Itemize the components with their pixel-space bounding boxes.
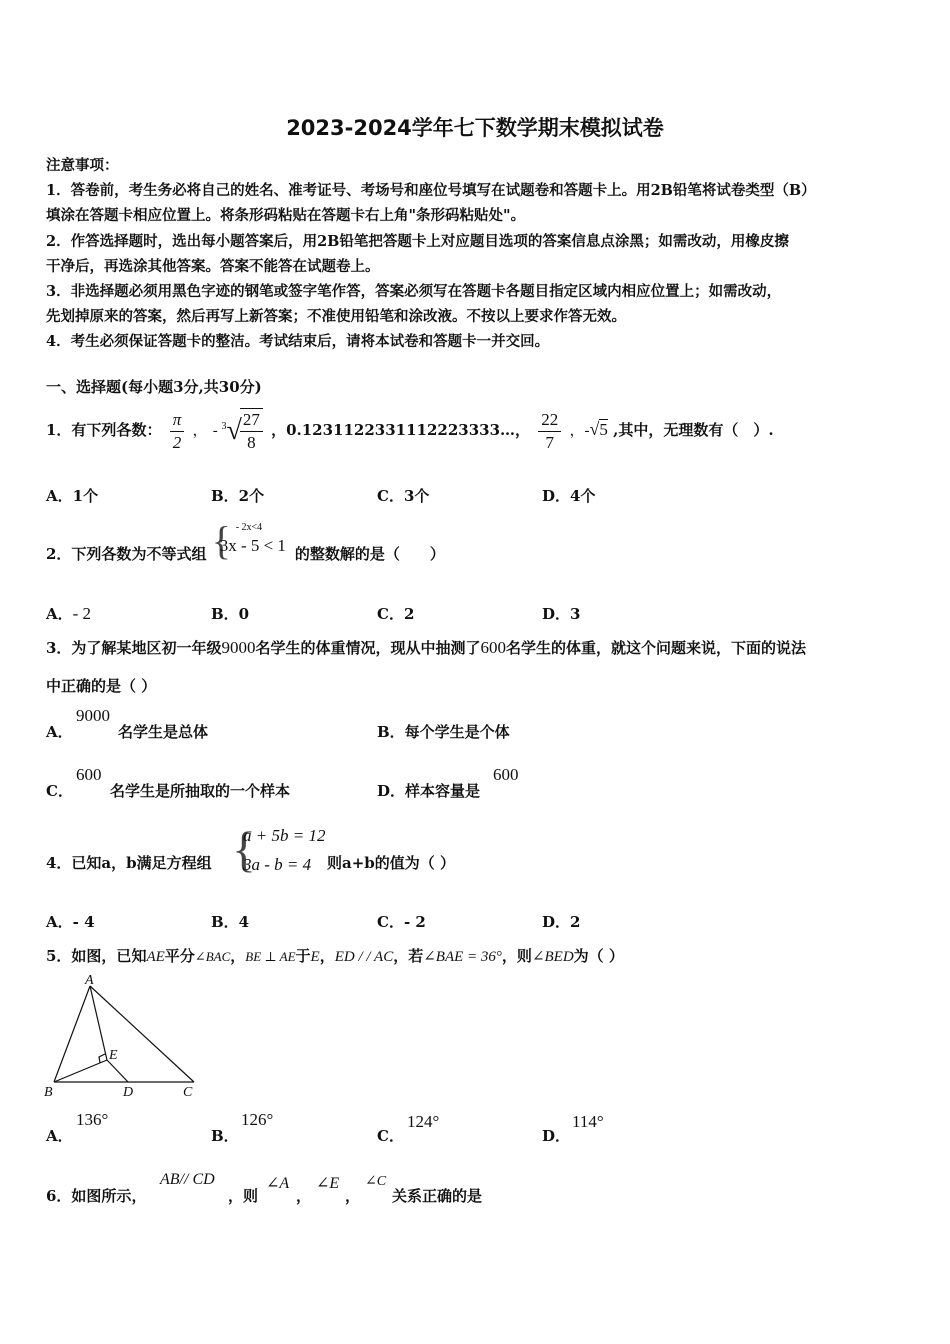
q5-option-b-value: 126° <box>241 1110 274 1129</box>
label-e: E <box>109 1048 118 1063</box>
q4-suffix: 则a+b的值为（ ） <box>327 854 455 872</box>
q6-text: 6．如图所示， <box>46 1187 147 1205</box>
inequality-system <box>211 518 290 565</box>
triangle-figure <box>42 972 202 1102</box>
sqrt-radicand: 5 <box>599 420 608 439</box>
root-index: 3 <box>221 421 227 432</box>
notes-line: 2．作答选择题时，选出每小题答案后，用2B铅笔把答题卡上对应题目选项的答案信息点涂黑；如需改动，用橡皮擦 <box>46 232 789 250</box>
q4-option-a[interactable]: A．- 4 <box>46 913 95 931</box>
q5-text: ， <box>319 947 335 965</box>
question-3-line-2: 中正确的是（ ） <box>46 677 157 695</box>
notes-line: 干净后，再选涂其他答案。答案不能答在试题卷上。 <box>46 257 380 275</box>
neg-sign: - <box>212 423 222 439</box>
q3-option-a-value: 9000 <box>76 706 110 725</box>
q6-text-4: ， <box>345 1187 361 1205</box>
radical-icon: √ <box>226 415 242 446</box>
q5-math: ED / / AC <box>334 949 394 965</box>
fraction-pi-over-2 <box>170 409 185 454</box>
q5-option-a-value: 136° <box>76 1110 109 1129</box>
q5-option-c[interactable]: C． <box>377 1127 404 1145</box>
q6-math-angle-a: ∠A <box>266 1175 290 1192</box>
q1-suffix: ,其中，无理数有（ ）. <box>613 421 774 439</box>
question-5 <box>46 945 624 966</box>
q1-option-b[interactable]: B．2个 <box>211 487 265 505</box>
sqrt-icon: √ <box>589 419 600 439</box>
q3-text: 名学生的体重情况，现从中抽测了 <box>255 639 481 657</box>
neg-sign: ，- <box>569 423 590 439</box>
q1-option-a[interactable]: A．1个 <box>46 487 99 505</box>
brace-icon: { <box>232 821 256 877</box>
q5-option-c-value: 124° <box>407 1112 440 1131</box>
q5-math: BE ⊥ AE <box>245 949 296 964</box>
label-c: C <box>183 1085 193 1100</box>
section-heading: 一、选择题(每小题3分,共30分) <box>46 378 262 396</box>
q1-mid: ，0.1231122331112223333…， <box>271 421 531 439</box>
segment-ac <box>90 986 194 1082</box>
q6-text-3: ， <box>296 1187 312 1205</box>
option-label: A． <box>46 605 73 623</box>
label-d: D <box>123 1085 134 1100</box>
q3-number: 9000 <box>221 638 256 657</box>
frac-num: 27 <box>240 409 263 432</box>
segment-ae <box>90 986 107 1060</box>
notes-line: 先划掉原来的答案，然后再写上新答案；不准使用铅笔和涂改液。不按以上要求作答无效。 <box>46 308 626 326</box>
q5-math: ∠BAE = 36° <box>423 949 502 965</box>
label-a: A <box>85 973 94 988</box>
frac-den: 7 <box>545 432 555 452</box>
segment-ab <box>54 986 90 1082</box>
fraction-22-over-7 <box>538 409 561 454</box>
q1-option-d[interactable]: D．4个 <box>542 487 596 505</box>
q5-option-a[interactable]: A． <box>46 1127 73 1145</box>
brace-icon: { <box>211 518 231 563</box>
q3-option-c[interactable] <box>46 780 73 801</box>
q3-option-b[interactable]: B．每个学生是个体 <box>377 723 510 741</box>
q5-option-b[interactable]: B． <box>211 1127 239 1145</box>
option-value: - 2 <box>72 604 92 623</box>
q3-text: 名学生的体重，就这个问题来说，下面的说法 <box>505 639 806 657</box>
q5-option-d-value: 114° <box>572 1112 604 1131</box>
q2-suffix: 的整数解的是（ ） <box>294 545 445 563</box>
frac-den: 2 <box>172 432 182 452</box>
page-title: 2023-2024学年七下数学期末模拟试卷 <box>286 116 664 140</box>
option-label: C． <box>46 782 73 800</box>
q4-option-c[interactable]: C．- 2 <box>377 913 426 931</box>
q2-option-c[interactable]: C．2 <box>377 605 415 623</box>
system-top: - 2x<4 <box>235 522 263 533</box>
q1-prefix: 1．有下列各数： <box>46 421 162 439</box>
fraction-27-over-8 <box>240 408 263 454</box>
q5-math: ∠BAC <box>194 949 231 964</box>
q3-number: 600 <box>480 638 506 657</box>
frac-num: 22 <box>538 409 561 432</box>
q3-text: 3．为了解某地区初一年级 <box>46 639 222 657</box>
notes-heading: 注意事项： <box>46 157 119 174</box>
question-4 <box>46 852 212 873</box>
q2-option-b[interactable]: B．0 <box>211 605 250 623</box>
q2-prefix: 2．下列各数为不等式组 <box>46 545 207 563</box>
q5-text: 平分 <box>164 947 195 965</box>
system-bottom: 3x - 5 < 1 <box>219 536 286 555</box>
question-3-line-1 <box>46 637 806 658</box>
q3-option-d[interactable]: D．样本容量是 <box>377 782 481 800</box>
question-1: 1．有下列各数： $\frac{\pi}{2}$ ， - $^3$√ $\frac{27}{8}$ ，0.1231122331112223333…， $\frac{22}{7}$ ，-√5 ,其中，无理数有（ ）. <box>46 409 774 452</box>
notes-line: 填涂在答题卡相应位置上。将条形码粘贴在答题卡右上角"条形码粘贴处"。 <box>46 207 526 225</box>
equation-2: 3a - b = 4 <box>243 855 312 874</box>
q6-math-angle-c: ∠C <box>365 1174 387 1189</box>
q3-option-a[interactable] <box>46 721 73 742</box>
frac-den: 8 <box>247 433 256 452</box>
q4-option-d[interactable]: D．2 <box>542 913 581 931</box>
segment-ed <box>107 1060 128 1082</box>
q1-option-c[interactable]: C．3个 <box>377 487 430 505</box>
notes-line: 4．考生必须保证答题卡的整洁。考试结束后，请将本试卷和答题卡一并交回。 <box>46 333 550 351</box>
q6-text-5: 关系正确的是 <box>392 1187 483 1205</box>
q5-math: AE <box>146 949 165 965</box>
frac-num: π <box>170 409 185 432</box>
equation-1: a + 5b = 12 <box>243 826 326 845</box>
segment-be <box>54 1060 107 1082</box>
q3-option-d-value: 600 <box>493 765 519 784</box>
notes-block <box>46 153 911 355</box>
q3-option-c-text: 名学生是所抽取的一个样本 <box>110 782 291 800</box>
q5-text: ，若 <box>393 947 424 965</box>
q3-option-c-value: 600 <box>76 765 102 784</box>
q5-text: ， <box>230 947 246 965</box>
q6-math-angle-e: ∠E <box>316 1175 340 1192</box>
q5-math: ∠BED <box>531 949 574 965</box>
q6-text-2: ，则 <box>228 1187 259 1205</box>
q6-math-parallel: AB// CD <box>160 1171 215 1188</box>
q5-text: 5．如图，已知 <box>46 947 147 965</box>
q2-option-d[interactable]: D．3 <box>542 605 581 623</box>
q2-option-a[interactable] <box>46 603 91 624</box>
q5-text: ，则 <box>501 947 532 965</box>
question-2 <box>46 518 445 565</box>
q5-math: E <box>310 949 320 965</box>
notes-line: 1．答卷前，考生务必将自己的姓名、准考证号、考场号和座位号填写在试题卷和答题卡上。用2B铅笔将试卷类型（B） <box>46 182 816 200</box>
q4-option-b[interactable]: B．4 <box>211 913 250 931</box>
option-label: A． <box>46 723 73 741</box>
q5-text: 为（ ） <box>573 947 624 965</box>
question-6 <box>46 1185 146 1206</box>
q4-prefix: 4．已知a，b满足方程组 <box>46 854 212 872</box>
q5-option-d[interactable]: D． <box>542 1127 571 1145</box>
label-b: B <box>44 1085 53 1100</box>
q3-option-a-text: 名学生是总体 <box>118 723 209 741</box>
notes-line: 3．非选择题必须用黑色字迹的钢笔或签字笔作答，答案必须写在答题卡各题目指定区域内相应位置上；如需改动， <box>46 283 782 301</box>
q5-text: 于 <box>295 947 311 965</box>
